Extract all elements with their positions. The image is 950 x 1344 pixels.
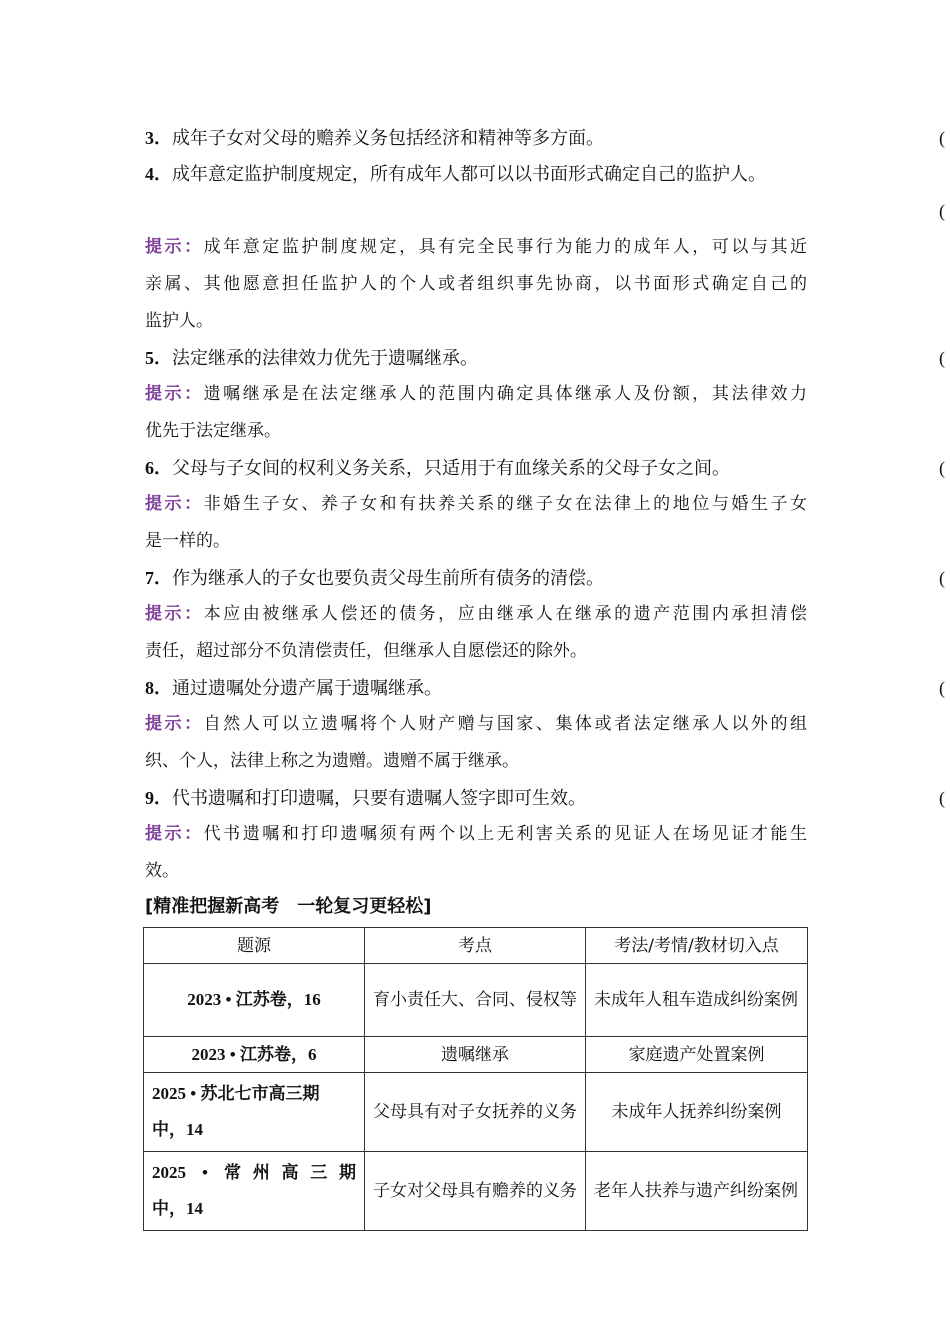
hint-label: 提示： (145, 714, 204, 734)
column-header: 考法/考情/教材切入点 (586, 928, 808, 964)
hint-4-line-1 (145, 235, 807, 259)
hint-text: 遗嘱继承是在法定继承人的范围内确定具体继承人及份额，其法律效力 (203, 384, 808, 404)
hint-text: 优先于法定继承。 (145, 421, 281, 441)
hint-text: 监护人。 (145, 311, 213, 331)
table-row (144, 1037, 808, 1073)
table-row (144, 1152, 808, 1231)
hint-5-line-2 (145, 419, 807, 443)
hint-text: 代书遗嘱和打印遗嘱须有两个以上无利害关系的见证人在场见证才能生 (203, 824, 808, 844)
hint-text: 成年意定监护制度规定，具有完全民事行为能力的成年人，可以与其近 (203, 237, 808, 257)
hint-text: 自然人可以立遗嘱将个人财产赠与国家、集体或者法定继承人以外的组 (203, 714, 808, 734)
hint-text: 责任，超过部分不负清偿责任，但继承人自愿偿还的除外。 (145, 641, 587, 661)
answer-paren: ( (939, 568, 945, 588)
hint-label: 提示： (145, 824, 204, 844)
table-row (144, 964, 808, 1037)
hint-text: 非婚生子女、养子女和有扶养关系的继子女在法律上的地位与婚生子女 (203, 494, 808, 514)
question-text: 父母与子女间的权利义务关系，只适用于有血缘关系的父母子女之间。 (172, 458, 730, 479)
question-6 (145, 456, 810, 481)
answer-paren: ( (939, 678, 945, 698)
source-cell (144, 1152, 365, 1231)
hint-label: 提示： (145, 237, 204, 257)
point-cell: 遗嘱继承 (365, 1037, 586, 1073)
exam-source-table (143, 927, 808, 1231)
question-text: 通过遗嘱处分遗产属于遗嘱继承。 (172, 678, 442, 699)
question-number: 3． (145, 128, 172, 148)
table-header-row (144, 928, 808, 964)
question-number: 4． (145, 164, 172, 184)
hint-label: 提示： (145, 494, 204, 514)
question-text: 作为继承人的子女也要负责父母生前所有债务的清偿。 (172, 568, 604, 589)
question-7 (145, 566, 810, 591)
source-text: 2025 • 常州高三期 (152, 1163, 356, 1182)
column-header: 题源 (144, 928, 365, 964)
hint-4-line-2 (145, 272, 807, 296)
hint-6-line-2 (145, 529, 807, 553)
question-8 (145, 676, 810, 701)
source-text: 中，14 (152, 1120, 203, 1139)
hint-text: 是一样的。 (145, 531, 230, 551)
source-text: 中，14 (152, 1199, 203, 1218)
answer-paren: ( (939, 788, 945, 808)
hint-text: 效。 (145, 861, 179, 881)
hint-8-line-2 (145, 749, 807, 773)
question-5 (145, 346, 810, 371)
hint-4-line-3 (145, 309, 807, 333)
hint-9-line-2 (145, 859, 807, 883)
question-number: 9． (145, 788, 172, 808)
hint-9-line-1 (145, 822, 807, 846)
method-cell: 老年人扶养与遗产纠纷案例 (586, 1152, 808, 1231)
method-cell: 家庭遗产处置案例 (586, 1037, 808, 1073)
question-text: 代书遗嘱和打印遗嘱，只要有遗嘱人签字即可生效。 (172, 788, 586, 809)
table-row (144, 1073, 808, 1152)
source-text: 2023 • 江苏卷，6 (191, 1044, 317, 1064)
point-cell: 育小责任大、合同、侵权等 (365, 964, 586, 1037)
hint-text: 织、个人，法律上称之为遗赠。遗赠不属于继承。 (145, 751, 519, 771)
point-cell: 子女对父母具有赡养的义务 (365, 1152, 586, 1231)
method-cell: 未成年人租车造成纠纷案例 (586, 964, 808, 1037)
source-text: 2025 • 苏北七市高三期 (152, 1084, 320, 1103)
hint-6-line-1 (145, 492, 807, 516)
hint-label: 提示： (145, 384, 204, 404)
column-header: 考点 (365, 928, 586, 964)
hint-8-line-1 (145, 712, 807, 736)
question-text: 成年子女对父母的赡养义务包括经济和精神等多方面。 (172, 128, 604, 149)
question-number: 7． (145, 568, 172, 588)
answer-paren: ( (939, 348, 945, 368)
answer-paren: ( (939, 201, 945, 221)
hint-text: 亲属、其他愿意担任监护人的个人或者组织事先协商，以书面形式确定自己的 (145, 274, 807, 294)
hint-5-line-1 (145, 382, 807, 406)
source-cell (144, 1073, 365, 1152)
question-4 (145, 162, 810, 187)
source-text: 2023 • 江苏卷，16 (187, 990, 321, 1009)
source-cell (144, 964, 365, 1037)
section-title: [精准把握新高考 一轮复习更轻松] (145, 896, 432, 917)
method-cell: 未成年人抚养纠纷案例 (586, 1073, 808, 1152)
question-3 (145, 126, 810, 151)
hint-7-line-2 (145, 639, 807, 663)
source-cell (144, 1037, 365, 1073)
hint-label: 提示： (145, 604, 204, 624)
question-text: 成年意定监护制度规定，所有成年人都可以以书面形式确定自己的监护人。 (172, 164, 766, 185)
question-text: 法定继承的法律效力优先于遗嘱继承。 (172, 348, 478, 369)
hint-text: 本应由被继承人偿还的债务，应由继承人在继承的遗产范围内承担清偿 (203, 604, 808, 624)
question-number: 6． (145, 458, 172, 478)
hint-7-line-1 (145, 602, 807, 626)
answer-paren: ( (939, 128, 945, 148)
question-number: 8． (145, 678, 172, 698)
question-9 (145, 786, 810, 811)
answer-paren: ( (939, 458, 945, 478)
question-number: 5． (145, 348, 172, 368)
point-cell: 父母具有对子女抚养的义务 (365, 1073, 586, 1152)
